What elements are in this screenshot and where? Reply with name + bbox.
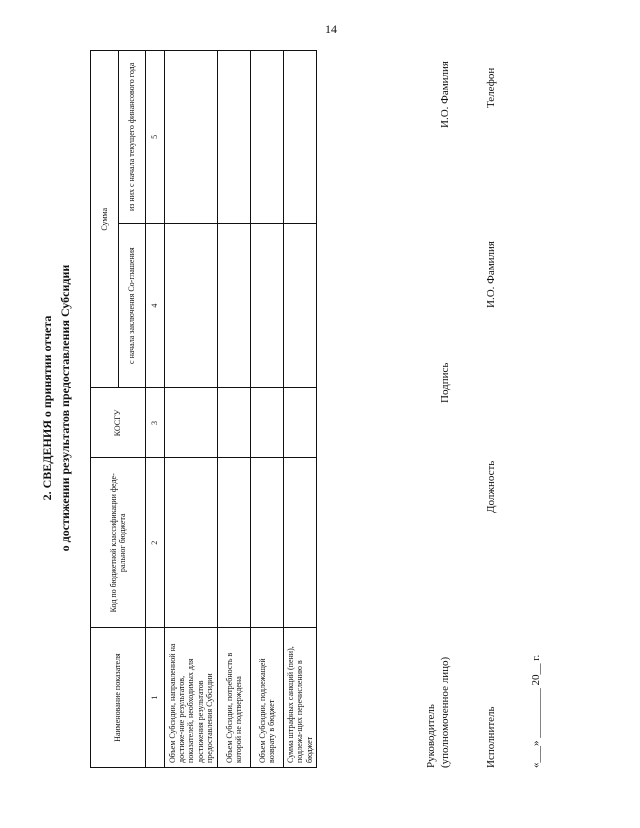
head-title: Руководитель [425,704,437,768]
table-cell [218,51,251,224]
header-row [91,51,119,768]
column-number: 2 [146,458,165,628]
rotated-report-page [40,48,600,768]
table-cell [165,388,218,458]
executor-label: Исполнитель [485,706,497,768]
column-number: 3 [146,388,165,458]
row-label: Объем Субсидии, подлежащей возврату в бюджет [251,628,284,768]
report-table [90,50,317,768]
table-cell [218,458,251,628]
table-row [284,51,317,768]
table-cell [165,458,218,628]
signature-caption: Подпись [439,362,451,403]
header-sum: Сумма [91,51,119,389]
column-number: 5 [146,51,165,224]
table-cell [251,51,284,224]
table-cell [251,223,284,388]
head-subtitle: (уполномоченное лицо) [439,656,451,768]
header-kosgu: КОСГУ [91,388,146,458]
table-cell [251,388,284,458]
table-cell [284,388,317,458]
column-number-row [146,51,165,768]
table-row [251,51,284,768]
row-label: Сумма штрафных санкций (пени), подлежа-щих перечислению в бюджет [284,628,317,768]
table-cell [284,51,317,224]
table-cell [284,223,317,388]
page-number: 14 [325,22,337,36]
executor-name-caption: И.О. Фамилия [485,241,497,308]
table-cell [284,458,317,628]
date-line: «___» _________ 20__ г. [530,654,542,768]
header-budget-code: Код по бюджетной классификации феде-ральног бюджета [91,458,146,628]
header-current-year: из них с начала текущего финансового года [118,51,146,224]
column-number: 4 [146,223,165,388]
table-row [165,51,218,768]
table-row [218,51,251,768]
header-since-agreement: с начала заключения Со-глашения [118,223,146,388]
document-subtitle: о достижении результатов предоставления Субсидии [58,264,72,552]
phone-caption: Телефон [485,67,497,108]
row-label: Объем Субсидии, потребность в которой не подтверждена [218,628,251,768]
table-cell [165,51,218,224]
document-title: 2. СВЕДЕНИЯ о принятии отчета [40,315,54,501]
column-number: 1 [146,628,165,768]
table-cell [218,223,251,388]
table-cell [218,388,251,458]
row-label: Объем Субсидии, направленной на достиже-ние результатов, показателей, необходимых для достижения результатов предоставления Субсидии [165,628,218,768]
position-caption: Должность [485,460,497,513]
table-cell [251,458,284,628]
head-name-caption: И.О. Фамилия [439,61,451,128]
header-indicator-name: Наименование показателя [91,628,146,768]
table-cell [165,223,218,388]
